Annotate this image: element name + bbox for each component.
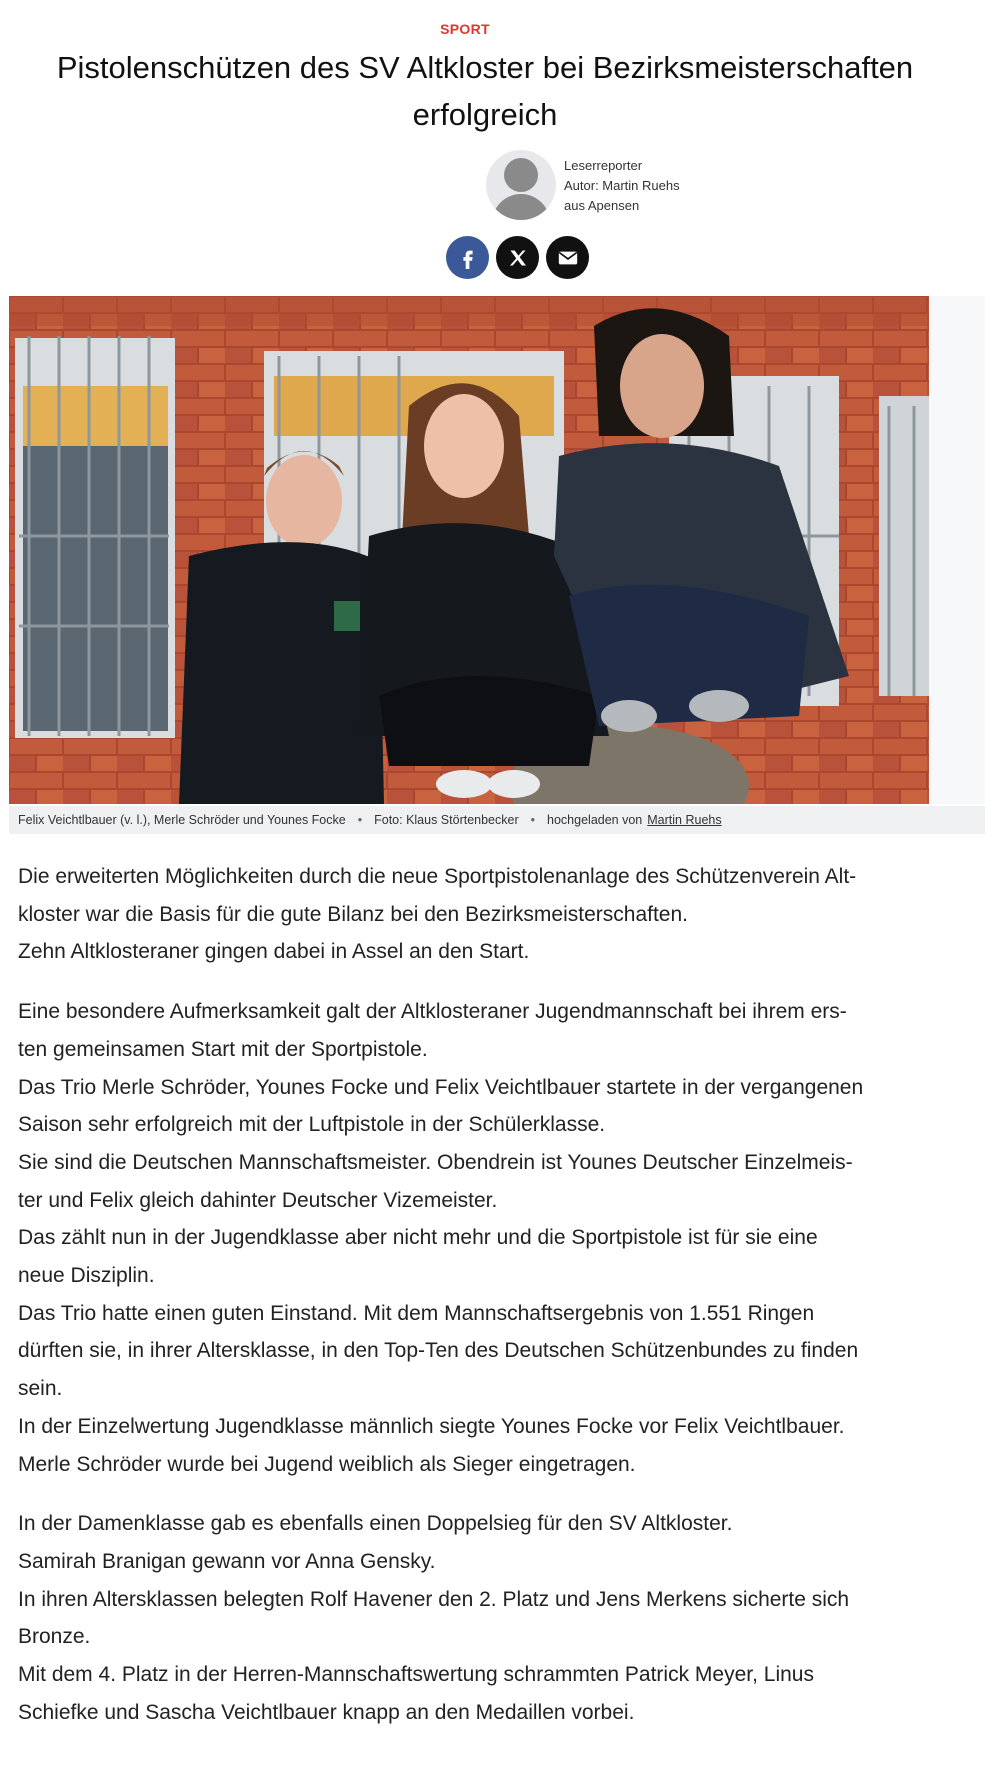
share-email-button[interactable] [546,236,589,279]
article-category[interactable]: SPORT [440,21,490,37]
share-x-button[interactable] [496,236,539,279]
caption-separator: • [530,813,536,827]
text-line: In der Damenklasse gab es ebenfalls einen Doppelsieg für den SV Altkloster. [18,1512,733,1536]
paragraph [18,993,958,1483]
text-line: Zehn Altklosteraner gingen dabei in Assel an den Start. [18,940,530,964]
paragraph [18,858,958,971]
author-avatar[interactable] [486,150,556,220]
uploaded-by-link[interactable]: Martin Ruehs [647,813,722,827]
article-photo[interactable] [9,296,929,804]
share-buttons [446,236,589,280]
photo-caption-bar [9,806,985,834]
article-headline: Pistolenschützen des SV Altkloster bei Bezirksmeisterschaften erfolgreich [56,50,914,132]
author-name[interactable]: Autor: Martin Ruehs [564,178,680,193]
envelope-icon [557,247,579,269]
text-line: kloster war die Basis für die gute Bilanz bei den Bezirksmeisterschaften. [18,902,688,926]
text-line: dürften sie, in ihrer Altersklasse, in den Top-Ten des Deutschen Schützenbundes zu finden [18,1339,859,1363]
team-photo-image [9,296,929,804]
text-line: Sie sind die Deutschen Mannschaftsmeister. Obendrein ist Younes Deutscher Einzelmeis- [18,1150,853,1174]
text-line: Das Trio hatte einen guten Einstand. Mit dem Mannschaftsergebnis von 1.551 Ringen [18,1301,815,1325]
text-line: ten gemeinsamen Start mit der Sportpistole. [18,1037,428,1061]
text-line: Schiefke und Sascha Veichtlbauer knapp an den Medaillen vorbei. [18,1700,635,1724]
text-line: Mit dem 4. Platz in der Herren-Mannschaftswertung schrammten Patrick Meyer, Linus [18,1663,814,1687]
text-line: Die erweiterten Möglichkeiten durch die neue Sportpistolenanlage des Schützenverein Alt- [18,865,857,888]
author-location: aus Apensen [564,198,640,213]
author-role: Leserreporter [564,158,643,173]
text-line: Bronze. [18,1625,91,1649]
text-line: In der Einzelwertung Jugendklasse männlich siegte Younes Focke vor Felix Veichtlbauer. [18,1414,845,1438]
text-line: In ihren Altersklassen belegten Rolf Havener den 2. Platz und Jens Merkens sicherte sich [18,1587,850,1611]
caption-separator: • [357,813,363,827]
text-line: Merle Schröder wurde bei Jugend weiblich als Sieger eingetragen. [18,1452,636,1476]
photo-caption: Felix Veichtlbauer (v. l.), Merle Schröder und Younes Focke [18,813,346,827]
text-line: Das zählt nun in der Jugendklasse aber nicht mehr und die Sportpistole ist für sie eine [18,1226,818,1250]
author-info [564,156,680,216]
uploaded-by-prefix: hochgeladen von [547,813,643,827]
text-line: Samirah Branigan gewann vor Anna Gensky. [18,1549,436,1573]
share-facebook-button[interactable] [446,236,489,279]
text-line: Saison sehr erfolgreich mit der Luftpistole in der Schülerklasse. [18,1113,606,1137]
photo-credit: Foto: Klaus Störtenbecker [374,813,519,827]
text-line: Eine besondere Aufmerksamkeit galt der Altklosteraner Jugendmannschaft bei ihrem ers- [18,1000,847,1024]
paragraph [18,1505,958,1731]
text-line: neue Disziplin. [18,1264,155,1288]
author-block[interactable] [486,150,746,222]
photo-side-area [929,296,985,804]
text-line: Das Trio Merle Schröder, Younes Focke und Felix Veichtlbauer startete in der vergangenen [18,1075,864,1099]
text-line: sein. [18,1377,63,1401]
text-line: ter und Felix gleich dahinter Deutscher Vizemeister. [18,1188,498,1212]
x-icon [508,248,528,268]
facebook-icon [457,247,479,269]
article-body [18,858,958,1753]
